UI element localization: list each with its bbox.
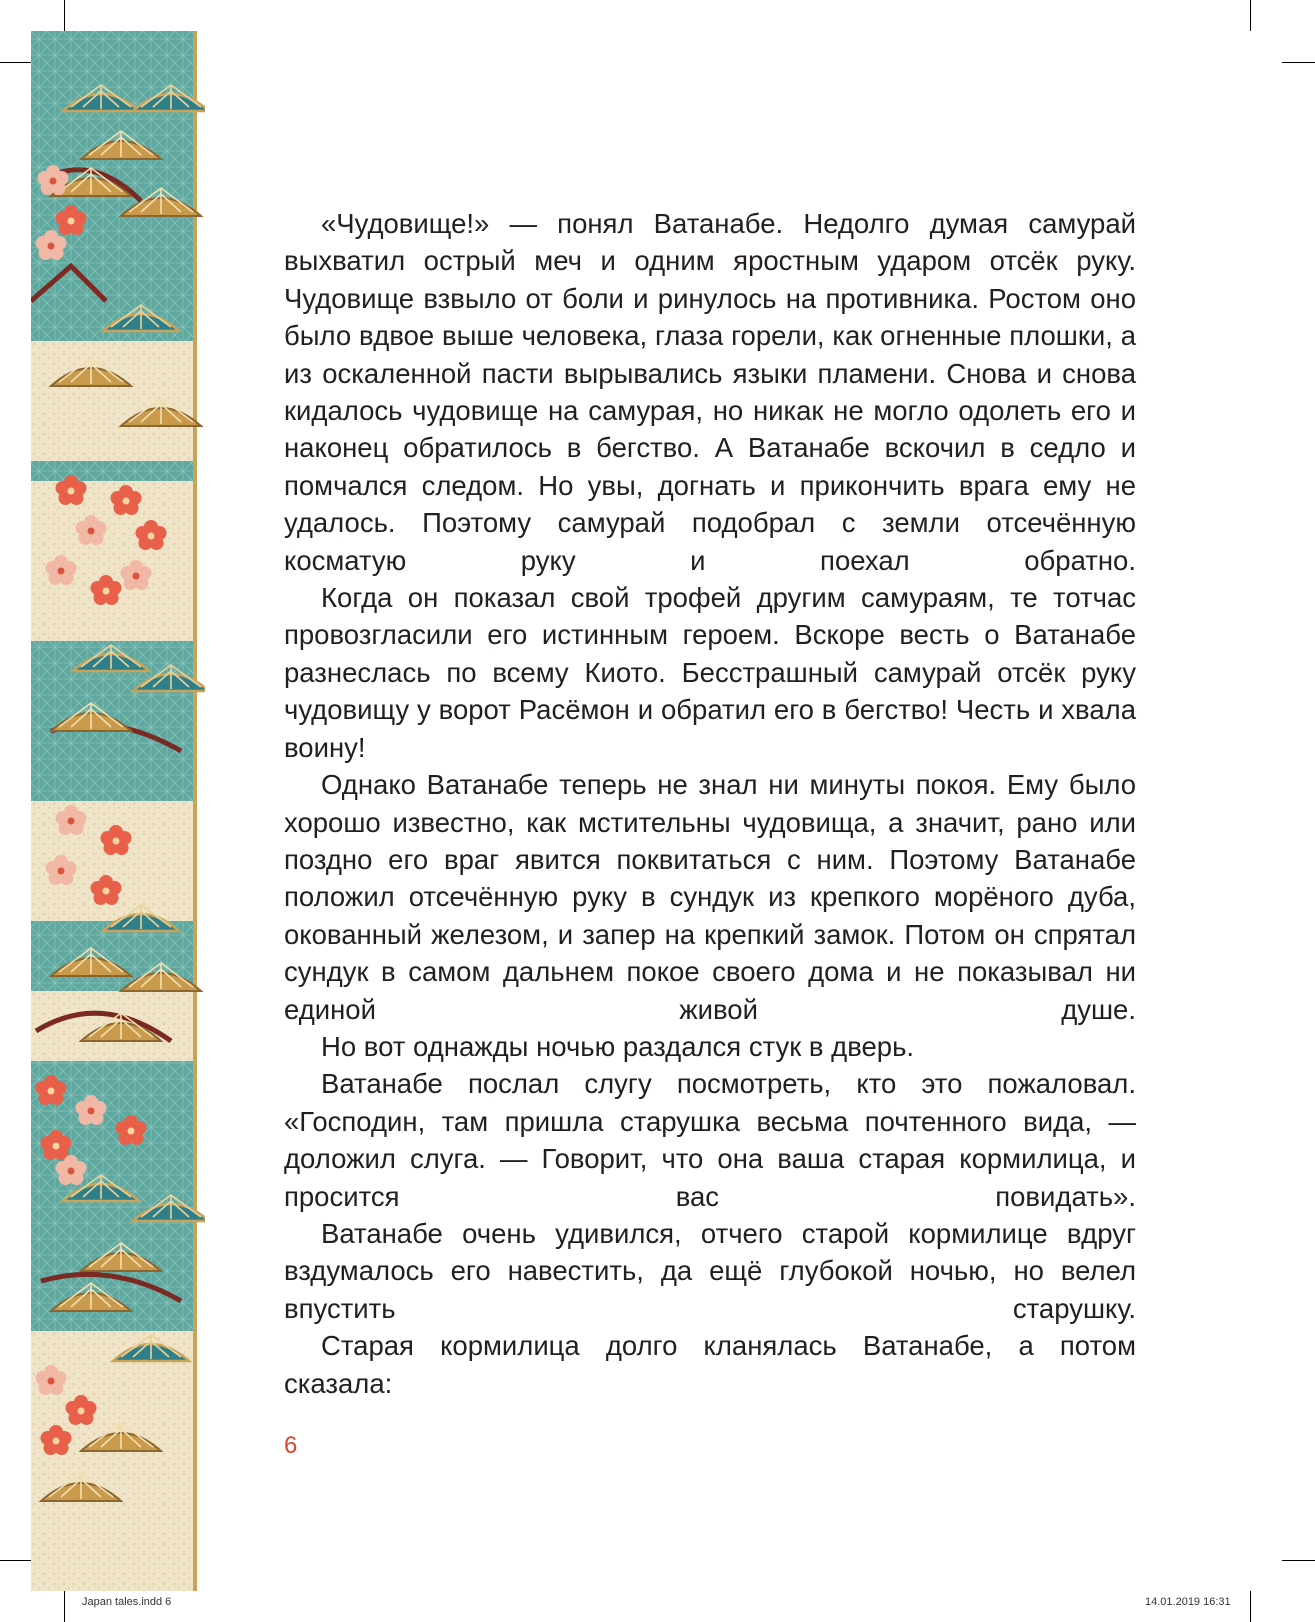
paragraph: Старая кормилица долго кланялась Ватанабе, а потом сказала: [284, 1330, 1136, 1399]
print-slug-file: Japan tales.indd 6 [82, 1596, 172, 1608]
decorative-border [31, 31, 205, 1591]
crop-mark [1250, 1591, 1251, 1622]
story-text [284, 205, 1136, 1402]
paragraph: Но вот однажды ночью раздался стук в дверь. [321, 1030, 915, 1062]
paragraph: Когда он показал свой трофей другим самураям, те тотчас провозгласили его истинным героем. Вскоре весть о Ватанабе разнеслась по всему Киото. Бесстрашный самурай отсёк руку чудовищу у ворот Расёмон и обратил его в бегство! Честь и хвала воину! [284, 582, 1136, 763]
print-slug-timestamp: 14.01.2019 16:31 [1145, 1596, 1231, 1608]
crop-mark [1282, 62, 1315, 63]
paragraph: Ватанабе очень удивился, отчего старой кормилице вдруг вздумалось его навестить, да ещё глубокой ночью, но велел впустить старушку. [284, 1217, 1136, 1324]
crop-mark [0, 62, 31, 63]
paragraph: Ватанабе послал слугу посмотреть, кто это пожаловал. «Господин, там пришла старушка весьма почтенного вида, — доложил слуга. — Говорит, что она ваша старая кормилица, и просится вас повидать». [284, 1068, 1136, 1212]
paragraph: «Чудовище!» — понял Ватанабе. Недолго думая самурай выхватил острый меч и одним яростным ударом отсёк руку. Чудовище взвыло от боли и ринулось на противника. Ростом оно было вдвое выше человека, глаза горели, как огненные плошки, а из оскаленной пасти вырывались языки пламени. Снова и снова кидалось чудовище на самурая, но никак не могло одолеть его и наконец обратилось в бегство. А Ватанабе вскочил в седло и помчался следом. Но увы, догнать и прикончить врага ему не удалось. Поэтому самурай подобрал с земли отсечённую косматую руку и поехал обратно. [284, 208, 1136, 576]
crop-mark [64, 1591, 65, 1622]
crop-mark [1250, 0, 1251, 31]
crop-mark [64, 0, 65, 31]
crop-mark [0, 1560, 31, 1561]
paragraph: Однако Ватанабе теперь не знал ни минуты покоя. Ему было хорошо известно, как мстительны чудовища, а значит, рано или поздно его враг явится поквитаться с ним. Поэтому Ватанабе положил отсечённую руку в сундук из крепкого морёного дуба, окованный железом, и запер на крепкий замок. Потом он спрятал сундук в самом дальнем покое своего дома и не показывал ни единой живой душе. [284, 769, 1136, 1025]
page-number: 6 [284, 1432, 298, 1459]
crop-mark [1282, 1560, 1315, 1561]
